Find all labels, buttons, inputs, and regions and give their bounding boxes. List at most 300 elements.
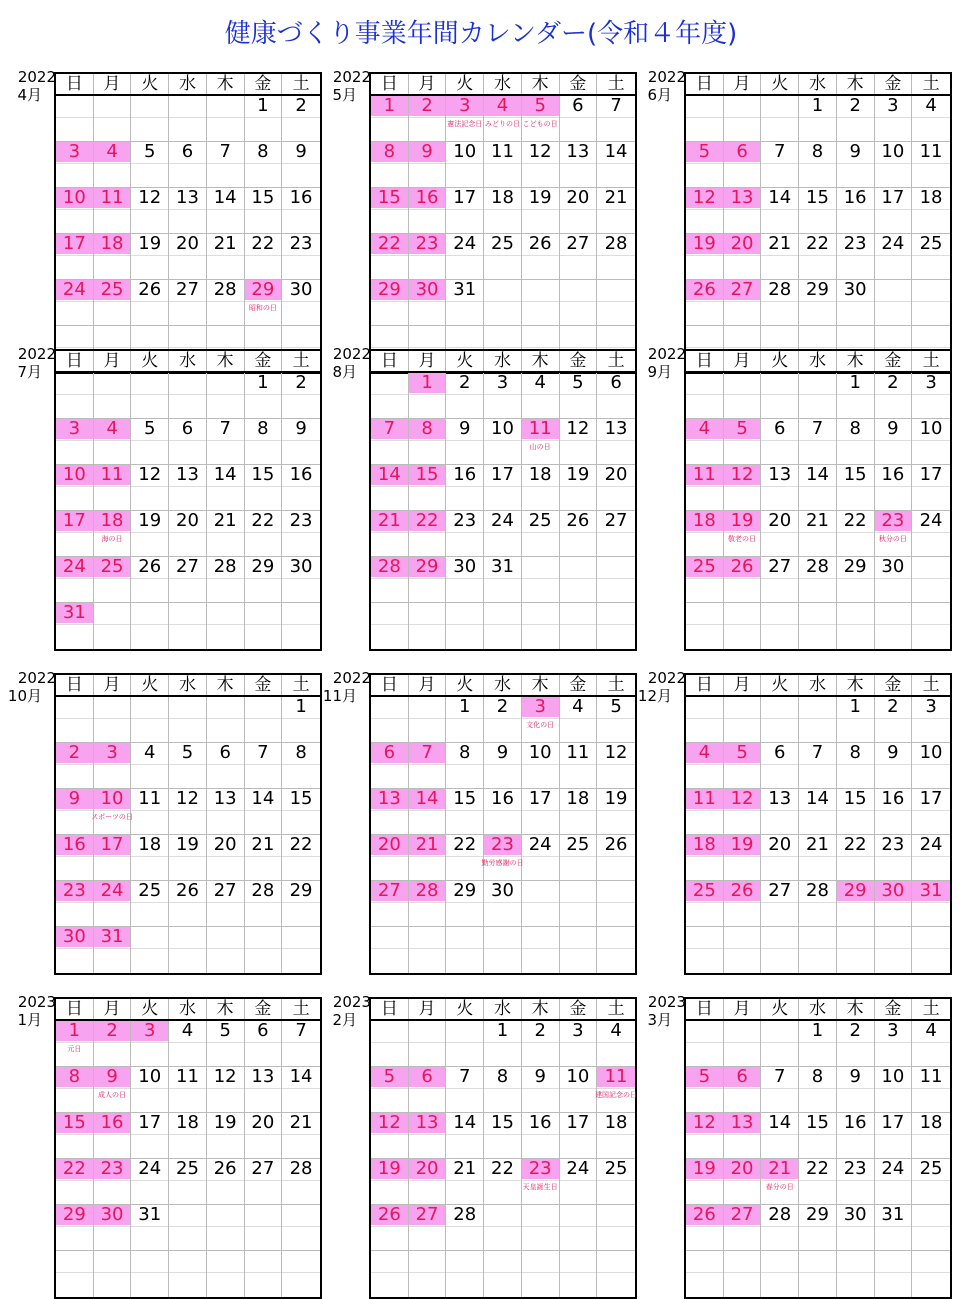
day-number: 31 [56, 603, 93, 623]
day-cell [169, 465, 207, 511]
day-number: 8 [849, 418, 861, 439]
day-cell [597, 697, 635, 743]
holiday-name: 秋分の日 [878, 535, 907, 543]
weekday-label: 木 [207, 675, 245, 695]
weekday-label: 土 [292, 999, 310, 1019]
day-number: 15 [491, 1112, 514, 1133]
day-cell [56, 789, 94, 835]
day-cell [761, 603, 799, 649]
day-number: 14 [806, 464, 829, 485]
day-cell [875, 603, 913, 649]
day-number: 7 [610, 95, 622, 116]
day-cell [245, 1159, 283, 1205]
day-cell [484, 96, 522, 142]
weekday-label: 水 [169, 74, 207, 94]
day-cell [875, 1113, 913, 1159]
day-cell [912, 373, 950, 419]
day-cell [560, 1021, 598, 1067]
day-number: 2 [295, 95, 307, 116]
week-row [56, 557, 320, 603]
day-cell [409, 373, 447, 419]
day-number: 7 [459, 1066, 471, 1087]
day-cell [245, 419, 283, 465]
day-number: 22 [409, 511, 446, 531]
day-number: 17 [491, 464, 514, 485]
day-number: 19 [213, 1112, 237, 1133]
weekday-header [56, 74, 320, 96]
day-number: 16 [409, 188, 446, 208]
day-cell [207, 927, 245, 973]
weekday-label: 木 [522, 999, 560, 1019]
day-cell [207, 234, 245, 280]
day-cell [245, 557, 283, 603]
day-number: 14 [453, 1112, 477, 1133]
day-number: 17 [881, 187, 905, 208]
day-cell [169, 234, 207, 280]
day-cell [207, 1251, 245, 1297]
year-label: 2022 [647, 345, 686, 363]
day-number: 9 [887, 742, 899, 763]
day-cell [56, 465, 94, 511]
day-number: 2 [887, 696, 899, 717]
day-cell [912, 188, 950, 234]
week-row [56, 789, 320, 835]
day-cell [875, 1067, 913, 1113]
week-row [371, 1021, 635, 1067]
week-row [686, 1067, 950, 1113]
day-cell [245, 188, 283, 234]
day-cell [371, 1205, 409, 1251]
day-number: 21 [604, 187, 628, 208]
weekday-label: 日 [686, 74, 724, 94]
day-number: 24 [566, 1158, 590, 1179]
day-number: 1 [409, 373, 446, 393]
day-number: 31 [491, 556, 514, 577]
day-number: 12 [724, 789, 761, 809]
day-cell [597, 1205, 635, 1251]
day-cell [484, 789, 522, 835]
day-number: 13 [604, 418, 628, 439]
day-cell [875, 743, 913, 789]
day-cell [169, 188, 207, 234]
day-number: 18 [604, 1112, 628, 1133]
day-number: 12 [528, 141, 552, 162]
day-number: 24 [881, 233, 905, 254]
weekday-label: 水 [484, 675, 522, 695]
day-number: 20 [371, 835, 408, 855]
day-cell [245, 280, 283, 326]
day-cell [245, 96, 283, 142]
weekday-label: 土 [292, 74, 310, 94]
day-cell [371, 1021, 409, 1067]
week-row [371, 142, 635, 188]
day-number: 17 [138, 1112, 162, 1133]
day-number: 17 [56, 234, 93, 254]
day-cell [282, 1021, 320, 1067]
day-cell [207, 789, 245, 835]
day-cell [837, 511, 875, 557]
day-cell [597, 96, 635, 142]
day-cell [282, 789, 320, 835]
day-cell [799, 188, 837, 234]
day-number: 17 [919, 464, 943, 485]
day-number: 5 [610, 696, 622, 717]
day-cell [371, 1159, 409, 1205]
day-number: 22 [251, 510, 275, 531]
day-cell [282, 927, 320, 973]
weekday-label: 火 [446, 351, 484, 371]
day-cell [837, 557, 875, 603]
day-cell [875, 234, 913, 280]
day-cell [282, 1159, 320, 1205]
week-row [686, 1159, 950, 1205]
day-number: 12 [566, 418, 590, 439]
day-cell [245, 373, 283, 419]
weekday-label: 金 [245, 74, 283, 94]
day-cell [446, 1067, 484, 1113]
day-number: 17 [453, 187, 477, 208]
weekday-label: 水 [169, 675, 207, 695]
day-number: 27 [251, 1158, 275, 1179]
week-row [56, 743, 320, 789]
day-cell [131, 789, 169, 835]
day-number: 16 [881, 788, 905, 809]
day-cell [724, 835, 762, 881]
day-cell [875, 280, 913, 326]
year-label: 2023 [647, 993, 686, 1011]
month-label: 1月 [17, 1011, 42, 1029]
day-number: 3 [887, 1020, 899, 1041]
day-number: 6 [610, 372, 622, 393]
day-cell [912, 927, 950, 973]
day-number: 3 [925, 372, 937, 393]
day-number: 16 [289, 187, 313, 208]
day-cell [837, 373, 875, 419]
weekday-label: 木 [522, 74, 560, 94]
day-cell [875, 835, 913, 881]
weekday-label: 水 [799, 74, 837, 94]
weekday-label: 月 [409, 74, 447, 94]
day-cell [761, 188, 799, 234]
day-number: 17 [566, 1112, 590, 1133]
day-cell [912, 743, 950, 789]
day-cell [597, 603, 635, 649]
day-cell [207, 881, 245, 927]
day-cell [409, 789, 447, 835]
day-number: 11 [686, 789, 723, 809]
day-cell [371, 373, 409, 419]
day-number: 14 [289, 1066, 313, 1087]
week-row [371, 835, 635, 881]
day-number: 13 [768, 788, 792, 809]
day-number: 19 [371, 1159, 408, 1179]
day-cell [522, 234, 560, 280]
day-cell [207, 96, 245, 142]
day-number: 2 [887, 372, 899, 393]
day-number: 12 [176, 788, 199, 809]
day-cell [131, 1205, 169, 1251]
day-number: 6 [371, 743, 408, 763]
day-cell [245, 1021, 283, 1067]
day-number: 20 [768, 510, 792, 531]
weekday-label: 金 [875, 351, 913, 371]
week-row [686, 697, 950, 743]
day-cell [207, 743, 245, 789]
week-row [686, 1205, 950, 1251]
day-cell [169, 1159, 207, 1205]
weekday-label: 月 [94, 999, 132, 1019]
day-cell [371, 1113, 409, 1159]
day-cell [245, 697, 283, 743]
day-cell [481, 834, 524, 881]
month-grid [684, 349, 952, 651]
day-number: 25 [491, 233, 514, 254]
day-number: 25 [566, 834, 590, 855]
day-cell [875, 142, 913, 188]
day-number: 6 [219, 742, 231, 763]
day-number: 13 [371, 789, 408, 809]
day-number: 23 [843, 233, 867, 254]
day-cell [56, 1251, 94, 1297]
day-cell [409, 280, 447, 326]
day-cell [131, 835, 169, 881]
day-number: 11 [919, 1066, 943, 1087]
day-number: 24 [56, 557, 93, 577]
day-number: 20 [176, 510, 199, 531]
day-cell [799, 511, 837, 557]
day-number: 30 [453, 556, 477, 577]
day-number: 12 [724, 465, 761, 485]
day-cell [875, 419, 913, 465]
day-cell [560, 188, 598, 234]
day-number: 16 [94, 1113, 131, 1133]
day-number: 1 [56, 1021, 93, 1041]
day-number: 26 [724, 881, 761, 901]
month-label: 4月 [17, 86, 42, 104]
day-cell [686, 234, 724, 280]
day-cell [371, 234, 409, 280]
day-cell [560, 881, 598, 927]
day-cell [56, 234, 94, 280]
day-cell [409, 1113, 447, 1159]
day-cell [409, 1067, 447, 1113]
day-cell [484, 1113, 522, 1159]
day-number: 11 [686, 465, 723, 485]
day-number: 20 [604, 464, 628, 485]
day-cell [761, 373, 799, 419]
day-number: 26 [604, 834, 628, 855]
day-number: 14 [371, 465, 408, 485]
weekday-label: 土 [922, 675, 940, 695]
holiday-name: 天皇誕生日 [522, 1183, 558, 1191]
day-number: 19 [686, 1159, 723, 1179]
weekday-label: 木 [207, 351, 245, 371]
day-cell [446, 743, 484, 789]
day-cell [94, 96, 132, 142]
day-number: 31 [94, 927, 131, 947]
day-number: 10 [919, 418, 943, 439]
day-number: 21 [289, 1112, 313, 1133]
day-cell [761, 419, 799, 465]
day-number: 24 [881, 1158, 905, 1179]
day-cell [484, 1205, 522, 1251]
day-number: 22 [806, 233, 829, 254]
day-number: 1 [811, 95, 824, 116]
day-cell [875, 881, 913, 927]
day-cell [169, 511, 207, 557]
day-cell [409, 1251, 447, 1297]
day-number: 12 [138, 187, 162, 208]
day-number: 18 [176, 1112, 199, 1133]
day-number: 7 [811, 418, 824, 439]
day-number: 28 [289, 1158, 313, 1179]
day-number: 6 [409, 1067, 446, 1087]
day-number: 20 [724, 1159, 761, 1179]
day-cell [446, 1205, 484, 1251]
day-cell [484, 927, 522, 973]
day-number: 11 [597, 1067, 635, 1087]
day-cell [169, 557, 207, 603]
day-cell [245, 835, 283, 881]
day-number: 30 [875, 881, 912, 901]
weekday-label: 木 [837, 351, 875, 371]
day-cell [724, 697, 762, 743]
day-cell [94, 280, 132, 326]
day-cell [409, 465, 447, 511]
day-cell [912, 1251, 950, 1297]
day-number: 21 [768, 233, 792, 254]
day-number: 5 [522, 96, 559, 116]
day-cell [131, 1251, 169, 1297]
day-number: 24 [919, 834, 943, 855]
day-cell [761, 789, 799, 835]
day-cell [169, 1113, 207, 1159]
day-number: 25 [94, 280, 131, 300]
day-number: 19 [604, 788, 628, 809]
day-cell [912, 1067, 950, 1113]
day-number: 21 [806, 834, 829, 855]
weekday-label: 日 [56, 351, 94, 371]
day-cell [207, 142, 245, 188]
day-cell [912, 465, 950, 511]
day-cell [207, 373, 245, 419]
day-cell [484, 1159, 522, 1205]
day-cell [912, 96, 950, 142]
day-cell [371, 603, 409, 649]
day-cell [837, 142, 875, 188]
day-cell [484, 419, 522, 465]
day-cell [282, 280, 320, 326]
month-grid [684, 72, 952, 374]
day-cell [484, 465, 522, 511]
day-cell [522, 142, 560, 188]
day-cell [282, 419, 320, 465]
day-number: 7 [774, 141, 786, 162]
day-number: 27 [566, 233, 590, 254]
weekday-label: 金 [245, 999, 283, 1019]
day-number: 4 [94, 419, 131, 439]
day-cell [799, 234, 837, 280]
day-cell [724, 1205, 762, 1251]
day-cell [875, 96, 913, 142]
day-number: 27 [371, 881, 408, 901]
day-cell [686, 743, 724, 789]
day-cell [837, 881, 875, 927]
day-cell [245, 142, 283, 188]
weekday-label: 火 [131, 74, 169, 94]
day-cell [686, 373, 724, 419]
week-row [686, 96, 950, 142]
day-cell [94, 927, 132, 973]
week-row [371, 511, 635, 557]
week-row [56, 1251, 320, 1297]
week-row [686, 1021, 950, 1067]
day-number: 20 [213, 834, 237, 855]
day-number: 11 [522, 419, 559, 439]
day-number: 13 [409, 1113, 446, 1133]
day-cell [875, 557, 913, 603]
day-cell [409, 557, 447, 603]
day-number: 11 [138, 788, 162, 809]
day-cell [207, 1113, 245, 1159]
day-cell [837, 96, 875, 142]
day-cell [446, 1021, 484, 1067]
day-cell [761, 697, 799, 743]
day-number: 27 [724, 1205, 761, 1225]
day-cell [371, 142, 409, 188]
day-cell [484, 743, 522, 789]
day-cell [94, 743, 132, 789]
week-row [56, 1159, 320, 1205]
day-cell [56, 142, 94, 188]
day-number: 30 [94, 1205, 131, 1225]
day-cell [207, 557, 245, 603]
week-row [56, 927, 320, 973]
day-number: 13 [176, 187, 199, 208]
weekday-label: 火 [761, 675, 799, 695]
day-number: 26 [176, 880, 199, 901]
day-cell [56, 511, 94, 557]
day-cell [595, 1066, 638, 1113]
day-number: 22 [251, 233, 275, 254]
week-row [56, 881, 320, 927]
day-cell [131, 142, 169, 188]
weekday-label: 日 [56, 74, 94, 94]
day-cell [724, 96, 762, 142]
day-cell [560, 697, 598, 743]
day-cell [799, 697, 837, 743]
day-number: 2 [849, 95, 861, 116]
day-cell [56, 835, 94, 881]
year-label: 2022 [17, 68, 56, 86]
day-cell [131, 465, 169, 511]
day-cell [761, 1067, 799, 1113]
day-number: 28 [251, 880, 275, 901]
week-row [371, 96, 635, 142]
day-number: 31 [881, 1204, 905, 1225]
day-number: 29 [806, 279, 829, 300]
weekday-label: 木 [837, 999, 875, 1019]
day-number: 14 [768, 1112, 792, 1133]
day-cell [446, 1159, 484, 1205]
weekday-label: 土 [292, 351, 310, 371]
week-row [371, 1205, 635, 1251]
week-row [686, 557, 950, 603]
day-cell [686, 697, 724, 743]
day-cell [169, 1067, 207, 1113]
day-cell [245, 603, 283, 649]
day-number: 23 [881, 834, 905, 855]
